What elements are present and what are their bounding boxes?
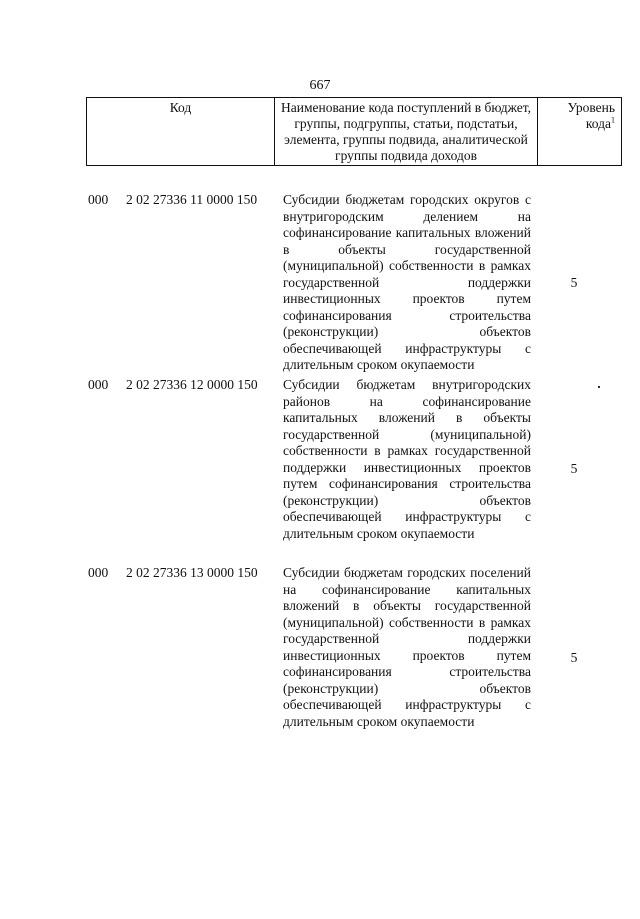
table-row	[86, 192, 602, 372]
row-budget-code: 2 02 27336 12 0000 150	[126, 377, 258, 392]
header-level: Уровень кода	[567, 100, 615, 131]
row-budget-code: 2 02 27336 13 0000 150	[126, 565, 258, 580]
table-row	[86, 377, 602, 557]
row-level: 5	[570, 275, 578, 290]
row-admin-code: 000	[88, 377, 109, 392]
row-budget-code: 2 02 27336 11 0000 150	[126, 192, 258, 207]
header-level-footnote: 1	[611, 115, 615, 125]
row-admin-code: 000	[88, 192, 109, 207]
header-name: Наименование кода поступлений в бюджет, группы, подгруппы, статьи, подстатьи, элемента, группы подвида, аналитической группы подвида доходов	[275, 98, 538, 166]
row-name: Субсидии бюджетам городских поселений на софинансирование капитальных вложений в объекты государственной (муниципальной) собственности в рамках государственной поддержки инвестиционных проектов путем софинансирования строительства (реконструкции) объектов обеспечивающей инфраструктуры с длительным сроком окупаемости	[283, 565, 531, 729]
page-number: 667	[309, 78, 331, 93]
header-level-cell	[538, 98, 622, 166]
table-row	[86, 565, 602, 755]
row-level: 5	[570, 461, 578, 476]
scan-speck	[598, 386, 600, 388]
row-name: Субсидии бюджетам внутригородских районов на софинансирование капитальных вложений в объекты государственной (муниципальной) собственности в рамках государственной поддержки инвестиционных проектов путем софинансирования строительства (реконструкции) объектов обеспечивающей инфраструктуры с длительным сроком окупаемости	[283, 377, 531, 541]
table-header-row	[87, 98, 622, 166]
table-header	[86, 97, 622, 166]
row-name: Субсидии бюджетам городских округов с внутригородским делением на софинансирование капитальных вложений в объекты государственной (муниципальной) собственности в рамках государственной поддержки инвестиционных проектов путем софинансирования строительства (реконструкции) объектов обеспечивающей инфраструктуры с длительным сроком окупаемости	[283, 192, 531, 372]
row-admin-code: 000	[88, 565, 109, 580]
header-code: Код	[87, 98, 275, 166]
row-level: 5	[570, 650, 578, 665]
